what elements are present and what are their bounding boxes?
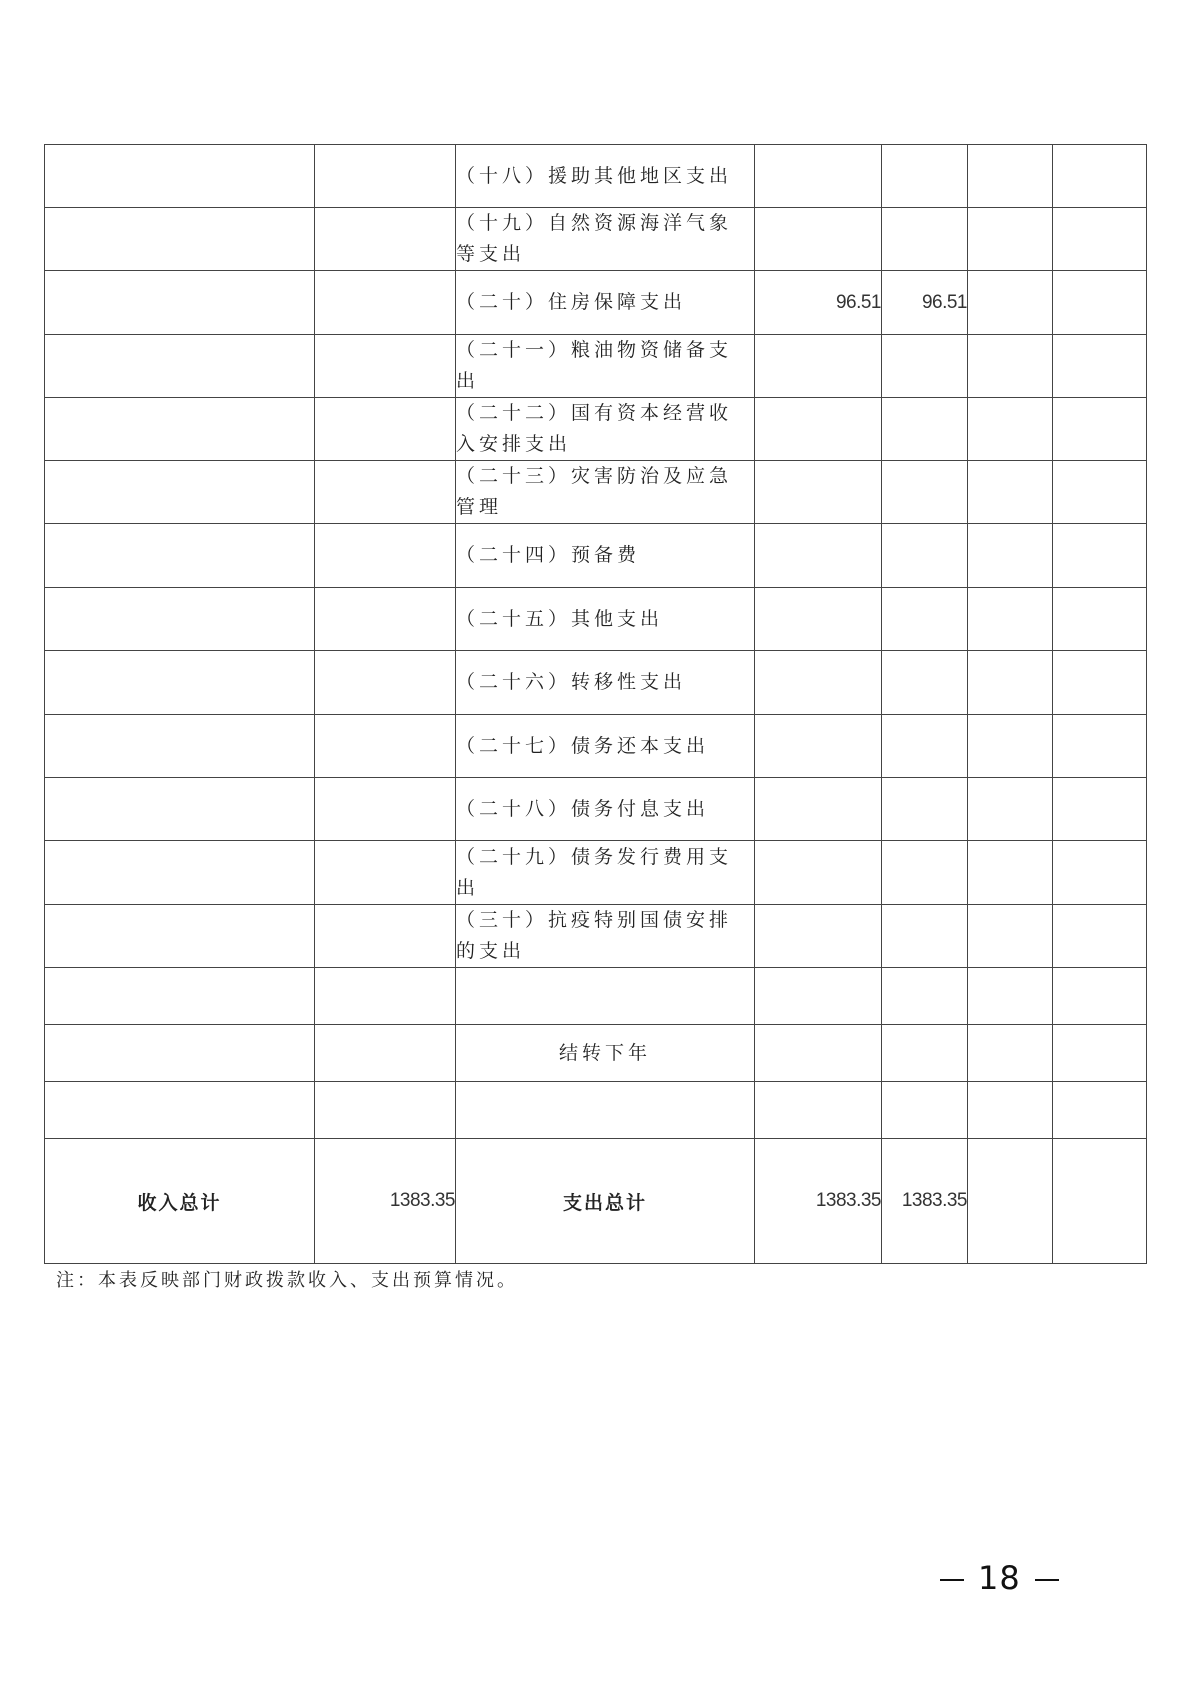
amount-cell xyxy=(882,778,968,841)
page-number xyxy=(926,1559,1073,1597)
amount-cell xyxy=(882,335,968,398)
expense-item: （二十八）债务付息支出 xyxy=(456,778,755,841)
expense-total-value: 1383.35 xyxy=(755,1139,882,1264)
amount-cell xyxy=(755,398,882,461)
expense-item: （二十二）国有资本经营收入安排支出 xyxy=(456,398,755,461)
expense-item: （二十四）预备费 xyxy=(456,524,755,588)
table-row xyxy=(45,1082,1147,1139)
amount-cell xyxy=(755,208,882,271)
table-row xyxy=(45,841,1147,905)
expense-item: （二十九）债务发行费用支出 xyxy=(456,841,755,905)
expense-item: （三十）抗疫特别国债安排的支出 xyxy=(456,905,755,968)
expense-item: （十八）援助其他地区支出 xyxy=(456,145,755,208)
page-number-value: 18 xyxy=(978,1559,1021,1597)
amount-cell xyxy=(882,398,968,461)
expense-item: （二十）住房保障支出 xyxy=(456,271,755,335)
amount-cell xyxy=(882,524,968,588)
amount-cell xyxy=(755,335,882,398)
budget-table xyxy=(44,144,1147,1264)
expense-item: （二十六）转移性支出 xyxy=(456,651,755,715)
table-note: 注：本表反映部门财政拨款收入、支出预算情况。 xyxy=(56,1270,518,1291)
table-row xyxy=(45,335,1147,398)
table-row xyxy=(45,398,1147,461)
amount-cell xyxy=(882,461,968,524)
expense-item: （二十七）债务还本支出 xyxy=(456,715,755,778)
dash-decoration xyxy=(940,1579,964,1581)
expense-item: （二十三）灾害防治及应急管理 xyxy=(456,461,755,524)
amount-cell xyxy=(755,588,882,651)
amount-cell xyxy=(755,461,882,524)
amount-cell xyxy=(882,651,968,715)
amount-cell: 96.51 xyxy=(882,271,968,335)
amount-cell: 96.51 xyxy=(755,271,882,335)
expense-total-label: 支出总计 xyxy=(456,1139,755,1264)
amount-cell xyxy=(882,715,968,778)
table-row xyxy=(45,461,1147,524)
income-total-value: 1383.35 xyxy=(315,1139,456,1264)
dash-decoration xyxy=(1035,1579,1059,1581)
amount-cell xyxy=(755,715,882,778)
amount-cell xyxy=(882,841,968,905)
table-row xyxy=(45,271,1147,335)
amount-cell xyxy=(755,905,882,968)
amount-cell xyxy=(755,524,882,588)
amount-cell xyxy=(882,145,968,208)
carry-forward-label: 结转下年 xyxy=(456,1025,755,1082)
table-body xyxy=(45,145,1147,1264)
table-row xyxy=(45,524,1147,588)
table-row xyxy=(45,715,1147,778)
totals-row xyxy=(45,1139,1147,1264)
table-row xyxy=(45,588,1147,651)
amount-cell xyxy=(755,651,882,715)
table-row xyxy=(45,968,1147,1025)
amount-cell xyxy=(882,208,968,271)
expense-item: （二十一）粮油物资储备支出 xyxy=(456,335,755,398)
table-row xyxy=(45,1025,1147,1082)
table-row xyxy=(45,905,1147,968)
expense-item: （十九）自然资源海洋气象等支出 xyxy=(456,208,755,271)
table-row xyxy=(45,778,1147,841)
expense-total-value-wrapped: 1383.35 xyxy=(882,1139,968,1264)
amount-cell xyxy=(882,905,968,968)
amount-cell xyxy=(755,145,882,208)
table-row xyxy=(45,651,1147,715)
income-total-label: 收入总计 xyxy=(45,1139,315,1264)
table-row xyxy=(45,145,1147,208)
amount-cell xyxy=(755,778,882,841)
amount-cell xyxy=(755,841,882,905)
expense-item: （二十五）其他支出 xyxy=(456,588,755,651)
amount-cell xyxy=(882,588,968,651)
table-row xyxy=(45,208,1147,271)
